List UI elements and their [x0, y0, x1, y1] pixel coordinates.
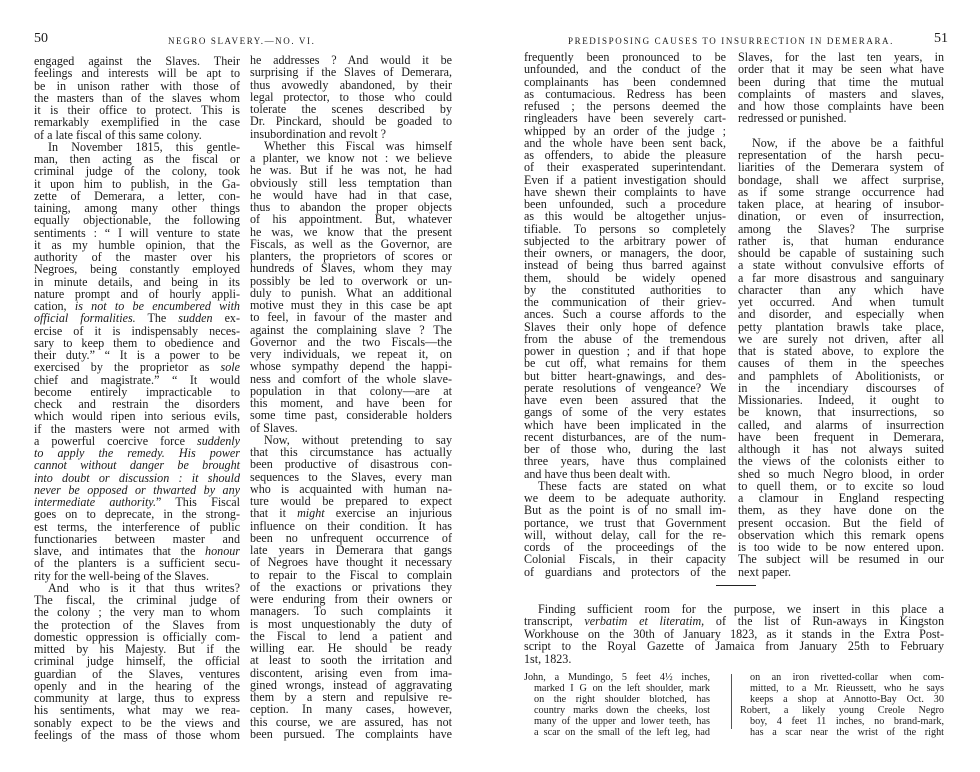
text-line	[740, 716, 944, 727]
text: whipped by an order of the judge ;	[524, 123, 726, 138]
text: of the exactions or privations they	[250, 579, 452, 594]
intro-paragraph	[524, 603, 944, 665]
italic-text: suddenly	[197, 433, 240, 448]
text: a far more disastrous and sanguinary	[738, 270, 944, 285]
italic-text: cannot without danger be brought	[34, 458, 240, 473]
text: three years, have thus complained	[524, 454, 726, 469]
text: will, without delay, call for the re-	[524, 527, 726, 542]
text: These facts are stated on what	[538, 478, 726, 493]
text: we deem to be adequate authority.	[524, 491, 726, 505]
text: criminal judge of the colony, took	[34, 164, 240, 179]
text: their duty.” “ It is a power to be	[34, 348, 240, 362]
text: Now, if the above be a faithful	[752, 135, 944, 150]
text: has a scar near the wrist of the right	[750, 727, 944, 738]
text: cation,	[34, 299, 75, 313]
text: ercise of it is indispensably neces-	[34, 323, 240, 338]
right-page-column-2	[738, 51, 944, 578]
text: his sentiments, what may we rea-	[34, 703, 240, 718]
text: but bitter heart-gnawings, and des-	[524, 368, 726, 383]
text-line	[34, 729, 240, 741]
text: to feel, in favour of the master and	[250, 310, 452, 325]
text: be in unison rather with those of	[34, 78, 240, 93]
text: observation which this remark opens	[738, 527, 944, 542]
text: causes of them in the speeches	[738, 356, 944, 371]
text: he was. But if he was not, he had	[250, 163, 452, 178]
text: some time past, considerable holders	[250, 408, 452, 423]
text: sentiments : “ I will venture to state	[34, 225, 240, 240]
runaway-list-column-1	[524, 672, 710, 738]
text: domestic oppression is officially com-	[34, 629, 240, 644]
section-divider	[716, 585, 756, 586]
text: from the abuse of the tremendous	[524, 331, 726, 346]
text: order that it may be seen what have	[738, 62, 944, 77]
text-line	[250, 728, 452, 740]
text: gangs of some of the very estates	[524, 405, 726, 420]
text: ” This Fiscal	[156, 495, 240, 509]
text: legal protector, to those who could	[250, 89, 452, 104]
text: of Slaves.	[250, 420, 298, 435]
text: of their exasperated superintendant.	[524, 160, 726, 175]
italic-text: verbatim et literatim,	[584, 614, 705, 629]
text: to repair to the Fiscal to complain	[250, 567, 452, 582]
text: equally objectionable, the following	[34, 213, 240, 228]
text: Workhouse on the 30th of January 1823, as it stands in the Extra Post-	[524, 626, 944, 641]
text: The subject will be resumed in our	[738, 552, 944, 567]
text: should be capable of sustaining such	[738, 246, 944, 260]
text: very individuals, we repeat it, on	[250, 347, 452, 361]
text: of the list of Run-aways in Kingston	[704, 614, 945, 629]
italic-text: sole	[220, 360, 240, 375]
text: and pamphlets of Abolitionists, or	[738, 368, 944, 383]
text-line	[524, 694, 710, 705]
text: the masters than of the slaves whom	[34, 90, 240, 105]
text: is too wide to be now entered upon.	[738, 540, 944, 554]
text: engaged against the Slaves. Their	[34, 54, 240, 68]
text: portance, we trust that Government	[524, 515, 726, 530]
text: that it	[250, 506, 298, 521]
text: chief and magistrate.” “ It would	[34, 372, 240, 387]
text: although it has not always suited	[738, 442, 944, 456]
text: on an iron rivetted-collar when com-	[750, 672, 944, 683]
text: of his appointment. But, whatever	[250, 212, 452, 227]
italic-text: sudden	[178, 311, 213, 326]
text-line	[740, 705, 944, 716]
text: be known, that insurrections, so	[738, 405, 944, 420]
text: it upon him to publish, in the Ga-	[34, 176, 240, 191]
text: next paper.	[738, 564, 792, 579]
text: be cut off, what remains for them	[524, 356, 726, 371]
text: this moment, and have been for	[250, 396, 452, 410]
page-number: 51	[934, 31, 948, 46]
text: The	[135, 311, 179, 326]
text: ness and comfort of the whole slave-	[250, 371, 452, 386]
text-line	[740, 727, 944, 738]
text: been no unfrequent occurrence of	[250, 530, 452, 545]
text: a state without convulsive efforts of	[738, 258, 944, 273]
text: sary to keep them to obedience and	[34, 335, 240, 350]
text-line	[740, 672, 944, 683]
text: rather is, that human endurance	[738, 233, 944, 248]
text: the protection of the Slaves from	[34, 617, 240, 632]
text: he addresses ? And would it be	[250, 53, 452, 67]
text: at least to sooth the irritation and	[250, 653, 452, 668]
text: Robert, a likely young Creole Negro	[740, 705, 944, 716]
text: ception. In many cases, however,	[250, 702, 452, 717]
text: subjected to the arbitrary power of	[524, 233, 726, 248]
text: we are surely not driven, after all	[738, 331, 944, 346]
page-number: 50	[34, 31, 48, 46]
text: feelings and interests will be apt to	[34, 66, 240, 81]
text-line	[524, 640, 944, 652]
text: transcript,	[524, 614, 585, 629]
text: marked I G on the left shoulder, mark	[534, 683, 710, 694]
text-line	[524, 683, 710, 694]
text: on the right shoulder blotched, has	[534, 694, 710, 705]
text: complaints of masters and slaves,	[738, 86, 944, 101]
text: authority of the master over his	[34, 250, 240, 264]
text: he would have had in that case,	[250, 187, 452, 202]
text: est terms, the interference of public	[34, 519, 240, 534]
text: managers. To such complaints it	[250, 604, 452, 619]
text: them by a stern and repulsive re-	[250, 690, 452, 704]
text: late years in Demerara that gangs	[250, 543, 452, 557]
text: petty plantation brawls take place,	[738, 319, 944, 334]
text: influence on their condition. It has	[250, 518, 452, 533]
text: planters, the proprietors of scores or	[250, 249, 452, 263]
text: goes on to deprecate, in the strong-	[34, 507, 240, 522]
text: in minute details, and being in its	[34, 274, 240, 289]
text: ber of those who, during the last	[524, 442, 726, 456]
text: gined wrongs, instead of aggravating	[250, 677, 452, 692]
text: perate resolutions of vengeance? We	[524, 380, 726, 395]
text: cords of the proceedings of the	[524, 540, 726, 554]
text: surprising if the Slaves of Demerara,	[250, 65, 452, 80]
text: Fiscals, as well as the Governor, are	[250, 236, 452, 251]
text: thus avowedly abandoned, by their	[250, 77, 452, 92]
text: exercised by the proprietor as	[34, 360, 221, 375]
text: Dr. Pinckard, should be goaded to	[250, 114, 452, 129]
text: ture would be prepared to expect	[250, 494, 452, 508]
text: Missionaries. Indeed, it ought to	[738, 393, 944, 407]
text: But as the point is of no small im-	[524, 503, 726, 518]
text: a scar on the small of the left leg, had	[534, 727, 710, 738]
right-page-column-1	[524, 51, 726, 578]
text: who is acquainted with human na-	[250, 481, 452, 496]
text: criminal judge himself, the official	[34, 654, 240, 669]
text: openly and in the hearing of the	[34, 678, 240, 693]
text: it is their office to protect. This is	[34, 103, 240, 117]
text: been during that time the mutual	[738, 74, 944, 89]
text: unfounded, and the conduct of the	[524, 62, 726, 77]
text: Governor and the two Fiscals—the	[250, 334, 452, 349]
text: as this would be altogether unjus-	[524, 209, 726, 224]
text: their owners, or managers, the door,	[524, 246, 726, 260]
text: as contumacious. Redress has been	[524, 86, 726, 101]
text: nature prompt and of hourly appli-	[34, 286, 240, 301]
text: that is stated above, to explore the	[738, 344, 944, 358]
italic-text: never be opposed or thwarted by any	[34, 482, 240, 497]
running-head: NEGRO SLAVERY.—NO. VI.	[168, 36, 316, 46]
text: been pursued. The complaints have	[250, 726, 452, 741]
text: as if some strange occurrence had	[738, 184, 944, 199]
text: script to the Royal Gazette of Jamaica from January 25th to February	[524, 639, 944, 654]
text-line	[740, 683, 944, 694]
text: check and restrain the disorders	[34, 397, 240, 411]
text: of the planters is a sufficient secu-	[34, 556, 240, 571]
text: instead of being thus barred against	[524, 258, 726, 273]
text: character than any which have	[738, 282, 944, 297]
text: redressed or punished.	[738, 111, 847, 126]
text: which would ripen into serious evils,	[34, 409, 240, 424]
text: ringleaders have been severely cart-	[524, 111, 726, 126]
text: in the incendiary discourses of	[738, 380, 944, 395]
text-line	[524, 727, 710, 738]
left-page-column-2	[250, 54, 452, 740]
text: discontent, arising even from ima-	[250, 665, 452, 680]
text: insubordination and revolt ?	[250, 126, 387, 141]
text: have shewn their complaints to have	[524, 184, 726, 199]
text: sonably expect to be the views and	[34, 715, 240, 730]
text-line	[738, 566, 944, 578]
text: complainants has been condemned	[524, 74, 726, 89]
text-line	[524, 672, 710, 683]
text: a planter, we know not : we believe	[250, 151, 452, 165]
text: by the constituted authorities to	[524, 282, 726, 297]
text: taining, among many other things	[34, 201, 240, 215]
text: them, as they have done on the	[738, 503, 944, 518]
text: were enduring from their owners or	[250, 592, 452, 606]
text: as offenders, to abide the pleasure	[524, 148, 726, 162]
text-line	[524, 705, 710, 716]
text: been unfounded, such a procedure	[524, 197, 726, 211]
runaway-list-column-2	[740, 672, 944, 738]
text: a powerful coercive force	[34, 433, 197, 448]
text: feelings of the mass of those whom	[34, 727, 240, 742]
text: that this circumstance has actually	[250, 445, 452, 459]
text: of a late fiscal of this same colony.	[34, 127, 202, 142]
text: them, should be widely opened	[524, 270, 726, 285]
text: present occasion. But the field of	[738, 515, 944, 530]
text: Colonial Fiscals, in their capacity	[524, 552, 726, 567]
italic-text: into doubt or discussion : it should	[34, 470, 240, 485]
text: a clamour in England respecting	[738, 491, 944, 505]
text: mitted by his Majesty. But if the	[34, 642, 240, 656]
text: and how those complaints have been	[738, 99, 944, 113]
text: functionaries between master and	[34, 531, 240, 546]
text: have even been assured that the	[524, 393, 726, 407]
text: if the masters were not armed with	[34, 421, 240, 436]
italic-text: official formalities.	[34, 311, 136, 326]
right-page	[490, 0, 980, 772]
text: Even if a patient investigation should	[524, 172, 726, 187]
italic-text: is not to be encumbered with	[74, 299, 240, 313]
text: mitted, to a Mr. Rieussett, who he says	[750, 683, 944, 694]
text: tolerate the scenes described by	[250, 102, 452, 116]
text: population in that colony—are at	[250, 383, 452, 398]
text: and the whole have been sent back,	[524, 135, 726, 150]
text: many of the upper and lower teeth, has	[534, 716, 710, 727]
text: become entirely impracticable to	[34, 384, 240, 399]
text: zette of Demerara, a letter, con-	[34, 188, 240, 203]
text: remarkably exemplified in the case	[34, 115, 240, 130]
text: motive must they in this case be apt	[250, 298, 452, 312]
text: boy, 4 feet 11 inches, no brand-mark,	[750, 716, 944, 727]
italic-text: honour	[205, 544, 240, 558]
text: and have thus been dealt with.	[524, 466, 671, 481]
text: In November 1815, this gentle-	[48, 139, 240, 154]
italic-text: might	[297, 506, 325, 521]
text: possibly be led to overwork or un-	[250, 273, 452, 288]
text: called, and alarms of insurrection	[738, 417, 944, 432]
text: Finding sufficient room for the purpose, we insert in this place a	[538, 602, 944, 616]
text: sequences to the Slaves, every man	[250, 469, 452, 484]
text: refused ; the persons deemed the	[524, 99, 726, 113]
text: to quell them, or to excite so loud	[738, 478, 944, 493]
text: John, a Mundingo, 5 feet 4½ inches,	[524, 672, 710, 683]
text: ex-	[212, 311, 241, 326]
text: power in question ; and if that hope	[524, 344, 726, 358]
text: liarities of the Demerara system of	[738, 160, 944, 175]
text: whose sympathy depend the happi-	[250, 359, 452, 374]
text: the Fiscal to lend a patient and	[250, 628, 452, 643]
text-line	[524, 716, 710, 727]
running-head: PREDISPOSING CAUSES TO INSURRECTION IN DEMERARA.	[568, 36, 894, 46]
text: Slaves, for the last ten years, in	[738, 50, 944, 64]
text: willing ear. He should be ready	[250, 641, 452, 655]
text: keeps a shop at Annotto-Bay Oct. 30	[750, 694, 944, 705]
text-line	[524, 566, 726, 578]
text-line	[740, 694, 944, 705]
text: And who is it that thus writes?	[48, 580, 240, 595]
text: the views of the colonists either to	[738, 454, 944, 469]
text: country marks down the cheeks, lost	[534, 705, 710, 716]
text: Slaves their only hope of defence	[524, 319, 726, 334]
text: duly to punish. What an additional	[250, 285, 452, 300]
text: thus to abandon the proper objects	[250, 200, 452, 214]
text: of Negroes have thought it necessary	[250, 555, 452, 570]
text: slave, and intimates that the	[34, 544, 206, 558]
text: the colony ; the very man to whom	[34, 605, 240, 620]
left-page-column-1	[34, 55, 240, 741]
text: recent disturbances, are of the num-	[524, 429, 726, 444]
text: dination, or even of insurrection,	[738, 209, 944, 224]
text: tifiable. To persons so completely	[524, 221, 726, 236]
text: which have been implicated in the	[524, 417, 726, 432]
text: he was, we know that the present	[250, 224, 452, 239]
text: it as my humble opinion, that the	[34, 237, 240, 252]
text: rity for the well-being of the Slaves.	[34, 568, 209, 583]
text-line	[524, 653, 944, 665]
text: shed so much Negro blood, in order	[738, 466, 944, 481]
text: against the complaining slave ? The	[250, 322, 452, 337]
text: community at large, thus to express	[34, 691, 240, 705]
text: hundreds of Slaves, whom they may	[250, 261, 452, 276]
text: among the Slaves? The surprise	[738, 221, 944, 236]
text: is most unquestionably the duty of	[250, 616, 452, 631]
text: The fiscal, the criminal judge of	[34, 593, 240, 607]
text: of guardians and protectors of the	[524, 564, 726, 579]
text: frequently been pronounced to be	[524, 50, 726, 64]
text: Whether this Fiscal was himself	[264, 138, 452, 153]
text: guardian of the Slaves, ventures	[34, 666, 240, 681]
italic-text: intermediate authority.	[34, 495, 157, 509]
text: taken place, at hearing of insubor-	[738, 197, 944, 211]
text: representation of the harsh pecu-	[738, 148, 944, 162]
text: the communication of their griev-	[524, 295, 726, 309]
text: yet occurred. And when tumult	[738, 295, 944, 309]
text: exercise an injurious	[324, 506, 452, 521]
text: man, then acting as the fiscal or	[34, 152, 240, 166]
column-divider	[731, 674, 732, 729]
text: this course, we are assured, has not	[250, 714, 452, 729]
text: have been frequent in Demerara,	[738, 429, 944, 444]
text: 1st, 1823.	[524, 651, 572, 666]
text: Negroes, being constantly employed	[34, 262, 240, 277]
text: obviously still less temptation than	[250, 175, 452, 190]
text: Now, without pretending to say	[264, 432, 452, 447]
text: ances. Such a course affords to the	[524, 307, 726, 322]
text: been productive of disastrous con-	[250, 457, 452, 472]
text: bondage, shall we affect surprise,	[738, 172, 944, 187]
text-line	[738, 112, 944, 124]
text: and disorder, and especially when	[738, 307, 944, 322]
italic-text: to apply the remedy. His power	[34, 446, 240, 460]
